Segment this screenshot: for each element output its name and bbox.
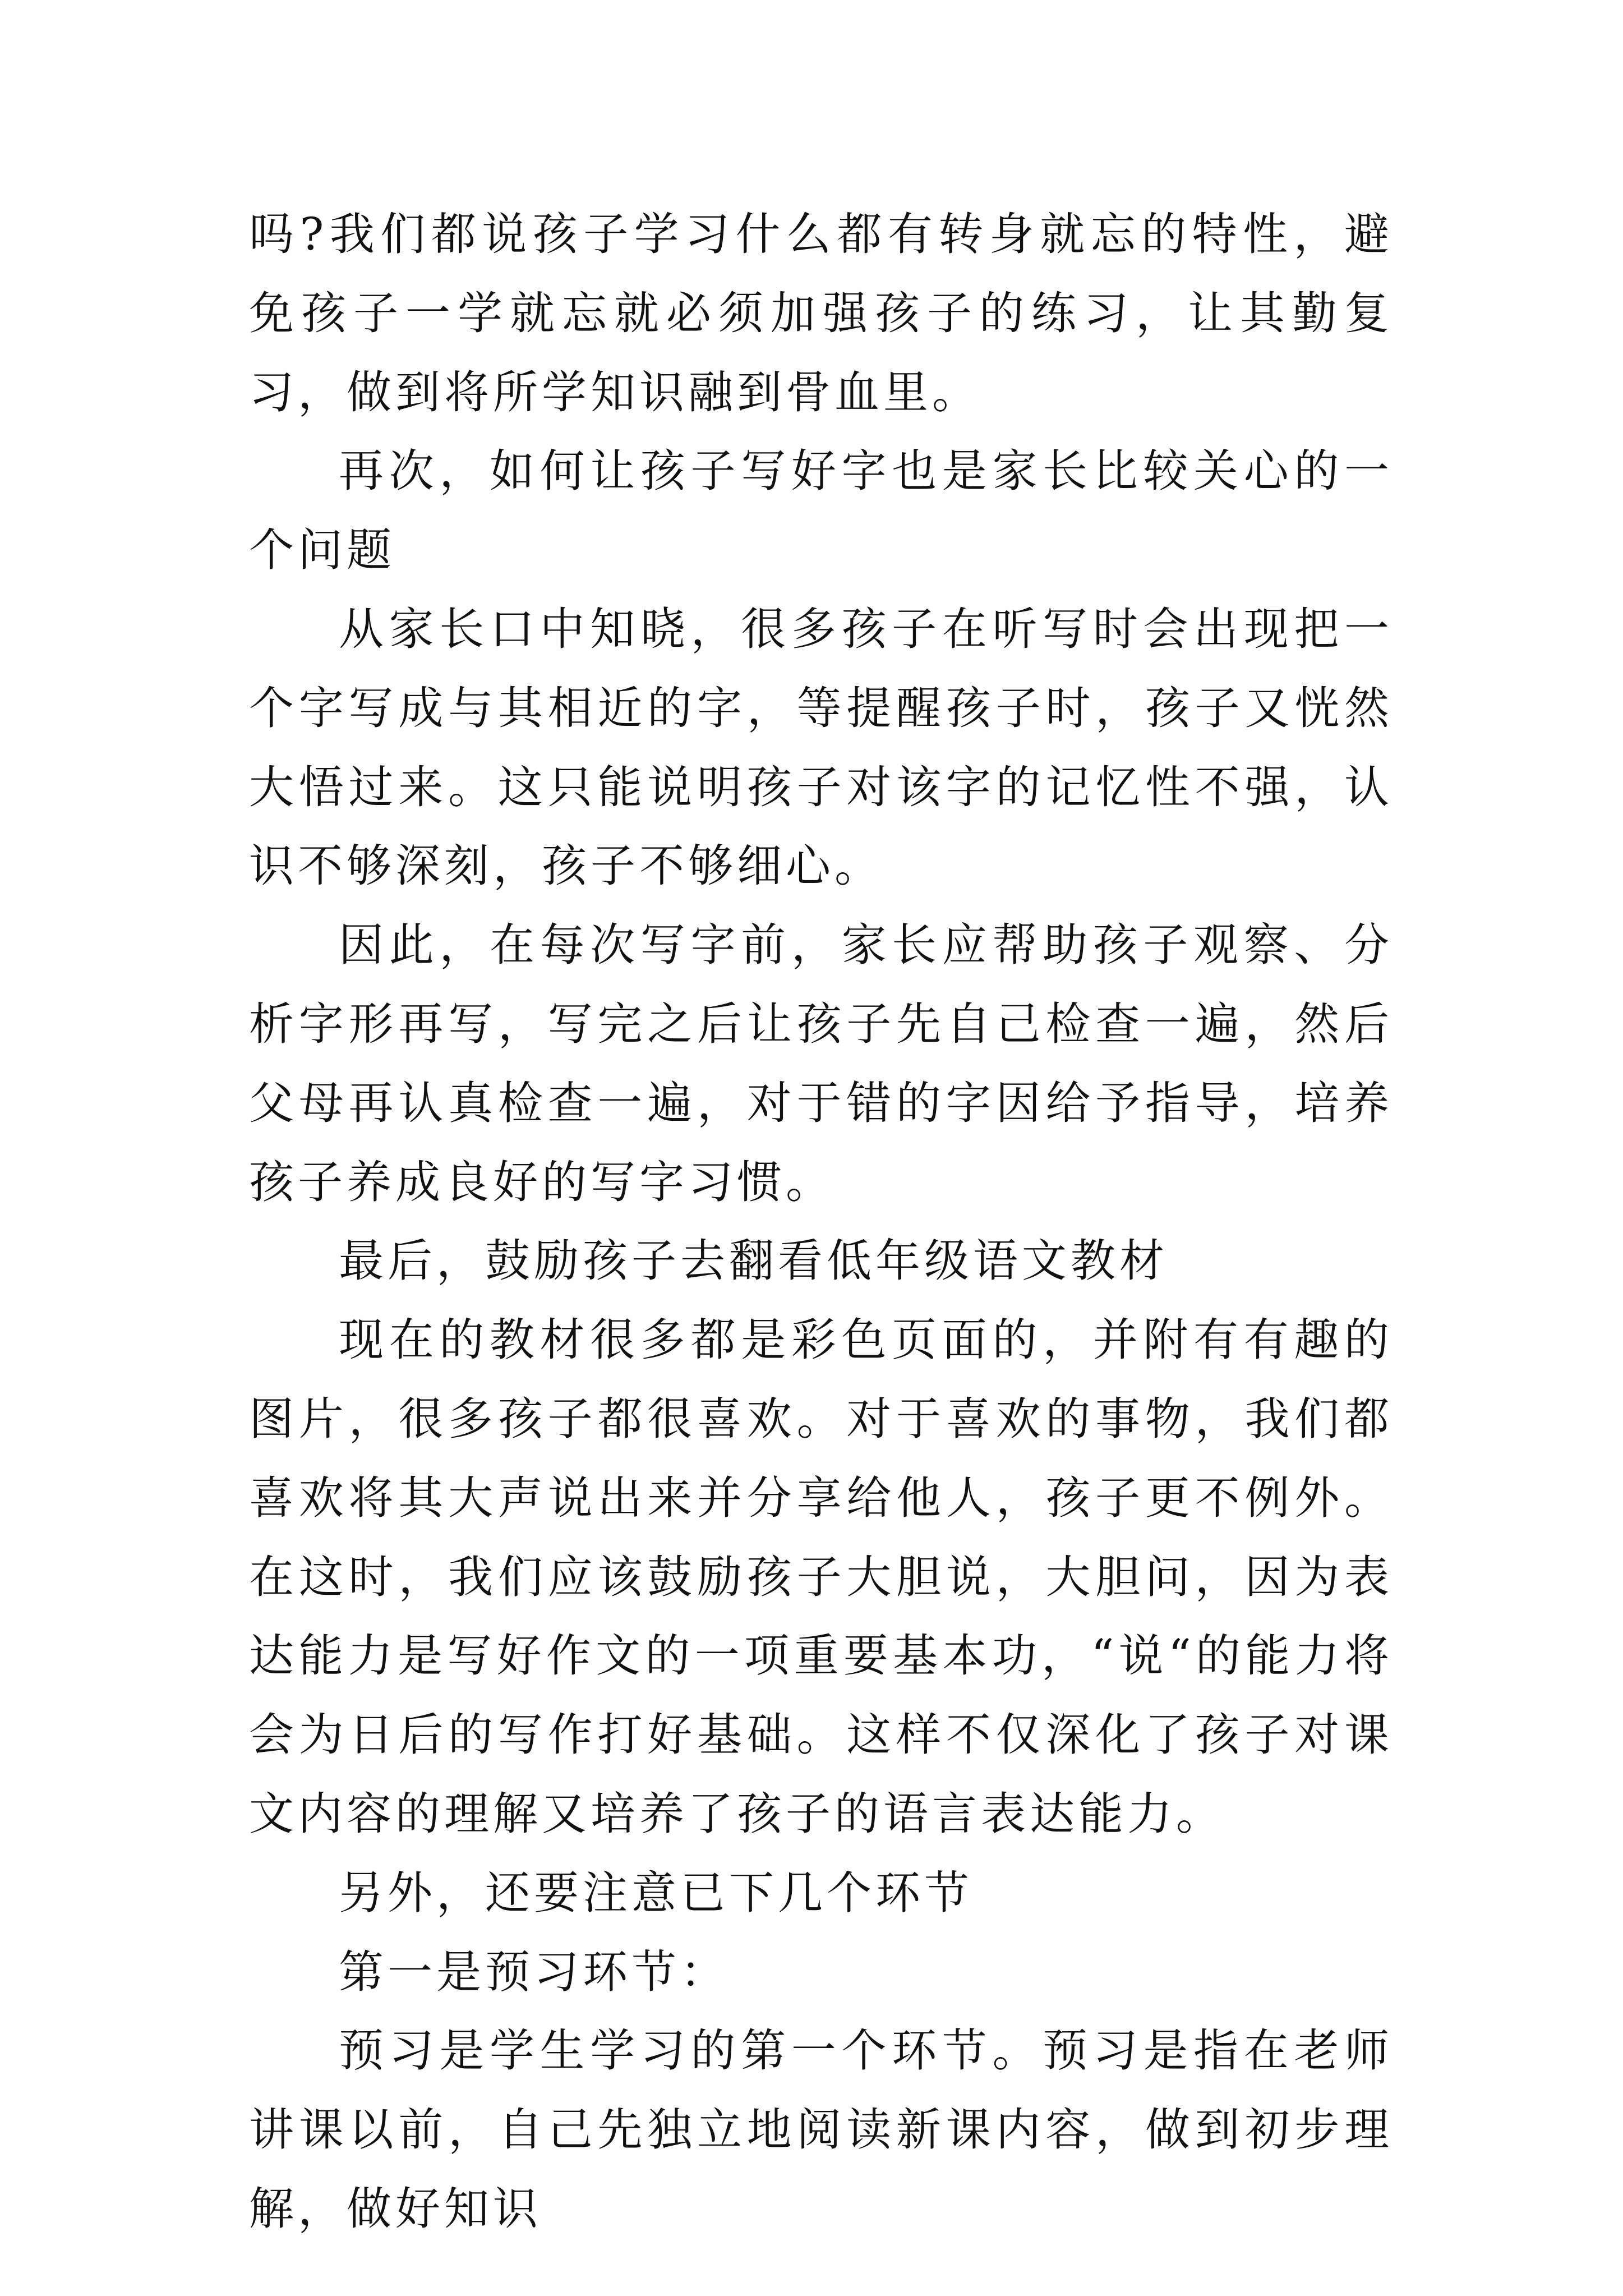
- paragraph-1: 吗?我们都说孩子学习什么都有转身就忘的特性，避免孩子一学就忘就必须加强孩子的练习，让其勤复习，做到将所学知识融到骨血里。: [249, 208, 1393, 418]
- paragraph-2: 再次，如何让孩子写好字也是家长比较关心的一个问题: [249, 445, 1393, 577]
- paragraph-7: 另外，还要注意已下几个环节: [339, 1866, 973, 1919]
- paragraph-4: 因此，在每次写字前，家长应帮助孩子观察、分析字形再写，写完之后让孩子先自己检查一遍，然后父母再认真检查一遍，对于错的字因给予指导，培养孩子养成良好的写字习惯。: [249, 919, 1393, 1208]
- paragraph-3: 从家长口中知晓，很多孩子在听写时会出现把一个字写成与其相近的字，等提醒孩子时，孩子又恍然大悟过来。这只能说明孩子对该字的记忆性不强，认识不够深刻，孩子不够细心。: [249, 602, 1393, 892]
- paragraph-5: 最后，鼓励孩子去翻看低年级语文教材: [339, 1235, 1168, 1287]
- paragraph-8: 第一是预习环节：: [339, 1945, 729, 1998]
- document-body: [249, 195, 1393, 2249]
- paragraph-9: 预习是学生学习的第一个环节。预习是指在老师讲课以前，自己先独立地阅读新课内容，做到初步理解，做好知识: [249, 2024, 1393, 2235]
- paragraph-6: 现在的教材很多都是彩色页面的，并附有有趣的图片，很多孩子都很喜欢。对于喜欢的事物，我们都喜欢将其大声说出来并分享给他人，孩子更不例外。在这时，我们应该鼓励孩子大胆说，大胆问，因为表达能力是写好作文的一项重要基本功，“说“的能力将会为日后的写作打好基础。这样不仅深化了孩子对课文内容的理解又培养了孩子的语言表达能力。: [249, 1314, 1393, 1840]
